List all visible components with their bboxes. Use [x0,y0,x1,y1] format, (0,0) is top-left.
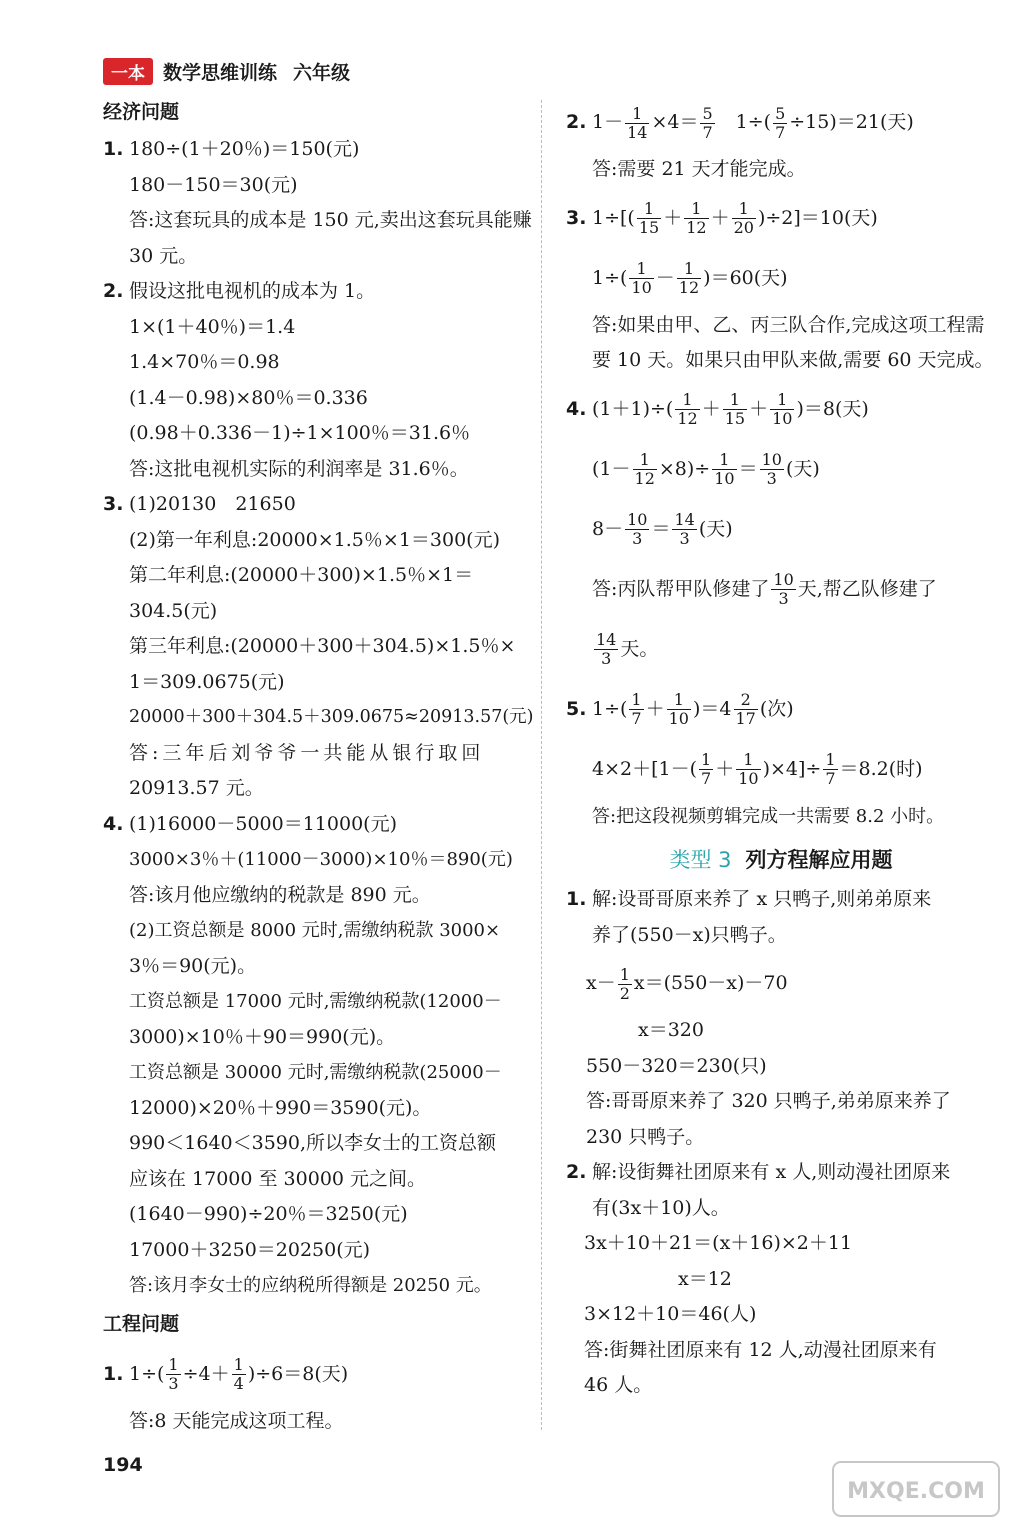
answer-line: 答:如果由甲、乙、丙三队合作,完成这项工程需要 10 天。如果只由甲队来做,需要 60 天完成。 [592,313,994,371]
answer-line: 304.5(元) [129,599,218,622]
equation-line: x－ $\frac{1}{2}$ x＝(550－x)－70 [586,964,788,1003]
answer-line: 1＝309.0675(元) [129,670,285,693]
answer-line: 1. 180÷(1＋20％)＝150(元) [103,132,533,168]
equation-line: 1÷( $\frac{1}{10}$ － $\frac{1}{12}$ )＝60(天) [592,259,788,297]
answer-line: 180－150＝30(元) [129,173,298,196]
column-divider [541,100,542,1430]
answer-line: x＝12 [678,1267,732,1290]
item-number: 4. [566,397,587,420]
answer-line: 1.4×70％＝0.98 [129,351,280,373]
item-number: 1. [103,1362,124,1385]
answer-line: (1.4－0.98)×80％＝0.336 [129,386,368,409]
equation-line: 8－ $\frac{10}{3}$ ＝ $\frac{14}{3}$ (天) [592,510,733,548]
type-heading [566,838,996,882]
left-column [103,92,533,1439]
answer-line: 20913.57 元。 [129,777,264,799]
section-heading-engineering: 工程问题 [103,1312,180,1335]
answer-line: $\frac{14}{3}$ 天。 [596,630,659,668]
answer-line: 3×12＋10＝46(人) [584,1303,757,1325]
answer-line: 答:三年后刘爷爷一共能从银行取回 [129,741,485,764]
answer-line: 2. 解:设街舞社团原来有 x 人,则动漫社团原来 [566,1155,996,1191]
answer-line: x＝320 [638,1019,704,1041]
answer-line: (0.98＋0.336－1)÷1×100％＝31.6％ [129,422,471,444]
equation-line: 1. 1÷( $\frac{1}{3}$ ÷4＋ $\frac{1}{4}$ )÷6＝8(天) [103,1344,533,1404]
item-number: 2. [566,1161,587,1183]
equation-line: 3. 1÷[( $\frac{1}{15}$ ＋ $\frac{1}{12}$ ＋ $\frac{1}{20}$ )÷2]＝10(天) [566,188,996,248]
answer-line: 3％＝90(元)。 [129,954,257,977]
page-header [103,56,350,86]
item-number: 5. [566,697,587,720]
item-number: 1. [103,138,124,160]
answer-line: 990＜1640＜3590,所以李女士的工资总额 [129,1132,497,1154]
answer-line: 有(3x＋10)人。 [592,1196,730,1219]
answer-line: 养了(550－x)只鸭子。 [592,923,787,946]
item-number: 3. [566,206,587,229]
answer-line: 答:丙队帮甲队修建了 $\frac{10}{3}$ 天,帮乙队修建了 [592,570,937,608]
type-title: 列方程解应用题 [745,848,893,872]
answer-line: 3. (1)20130 21650 [103,487,533,523]
answer-line: 答:街舞社团原来有 12 人,动漫社团原来有 [584,1338,937,1361]
equation-line: 4×2＋[1－( $\frac{1}{7}$ ＋ $\frac{1}{10}$ )×4]÷ $\frac{1}{7}$ ＝8.2(时) [592,750,923,788]
brand-logo: 一本 [103,58,153,85]
type-tag: 类型 3 [669,848,732,872]
section-heading-economy: 经济问题 [103,101,180,123]
answer-line: 550－320＝230(只) [586,1054,767,1077]
answer-line: 答:该月李女士的应纳税所得额是 20250 元。 [129,1275,492,1296]
answer-line: 答:这批电视机实际的利润率是 31.6％。 [129,457,469,480]
answer-line: 第二年利息:(20000＋300)×1.5％×1＝ [129,564,474,586]
answer-line: 答:8 天能完成这项工程。 [129,1409,344,1432]
item-number: 1. [566,888,587,910]
answer-line: 第三年利息:(20000＋300＋304.5)×1.5％× [129,635,516,657]
answer-line: 答:需要 21 天才能完成。 [592,158,806,180]
equation-line: 4. (1＋1)÷( $\frac{1}{12}$ ＋ $\frac{1}{15}$ ＋ $\frac{1}{10}$ )＝8(天) [566,379,996,439]
answer-line: 230 只鸭子。 [586,1125,705,1148]
equation-line: 2. 1－ $\frac{1}{14}$ ×4＝ $\frac{5}{7}$ 1÷( $\frac{5}{7}$ ÷15)＝21(天) [566,92,996,152]
answer-line: 3x＋10＋21＝(x＋16)×2＋11 [584,1232,853,1254]
answer-line: 2. 假设这批电视机的成本为 1。 [103,274,533,310]
page-number: 194 [103,1454,143,1476]
item-number: 3. [103,493,124,515]
answer-line: (2)第一年利息:20000×1.5％×1＝300(元) [129,528,500,551]
answer-line: 1. 解:设哥哥原来养了 x 只鸭子,则弟弟原来 [566,882,996,918]
answer-line: 3000×3％＋(11000－3000)×10％＝890(元) [129,849,513,870]
item-number: 2. [103,280,124,302]
grade-label: 六年级 [293,61,351,84]
equation-line: (1－ $\frac{1}{12}$ ×8)÷ $\frac{1}{10}$ ＝ $\frac{10}{3}$ (天) [592,450,820,488]
answer-line: 1×(1＋40％)＝1.4 [129,315,296,338]
answer-line: 答:哥哥原来养了 320 只鸭子,弟弟原来养了 [586,1090,951,1112]
answer-line: 20000＋300＋304.5＋309.0675≈20913.57(元) [129,707,534,727]
answer-line: 工资总额是 30000 元时,需缴纳税款(25000－ [129,1062,502,1083]
answer-line: 应该在 17000 至 30000 元之间。 [129,1167,427,1190]
answer-line: 12000)×20％＋990＝3590(元)。 [129,1096,432,1119]
answer-line: 17000＋3250＝20250(元) [129,1238,371,1261]
item-number: 2. [566,111,587,133]
item-number: 4. [103,812,124,835]
watermark-text: MXQE.COM [847,1479,985,1504]
answer-line: 46 人。 [584,1374,653,1396]
answer-line: (1640－990)÷20％＝3250(元) [129,1203,408,1225]
book-title: 数学思维训练 [163,61,278,84]
answer-line: 答:把这段视频剪辑完成一共需要 8.2 小时。 [592,805,945,827]
equation-line: 5. 1÷( $\frac{1}{7}$ ＋ $\frac{1}{10}$ )＝4 $\frac{2}{17}$ (次) [566,679,996,739]
right-column [566,92,996,1404]
answer-line: 3000)×10％＋90＝990(元)。 [129,1025,396,1048]
answer-line: 4. (1)16000－5000＝11000(元) [103,807,533,843]
watermark-logo [831,1460,1001,1518]
answer-line: 工资总额是 17000 元时,需缴纳税款(12000－ [129,991,502,1012]
answer-line: (2)工资总额是 8000 元时,需缴纳税款 3000× [129,920,501,941]
answer-line: 答:这套玩具的成本是 150 元,卖出这套玩具能赚 30 元。 [129,209,532,267]
answer-line: 答:该月他应缴纳的税款是 890 元。 [129,883,431,906]
